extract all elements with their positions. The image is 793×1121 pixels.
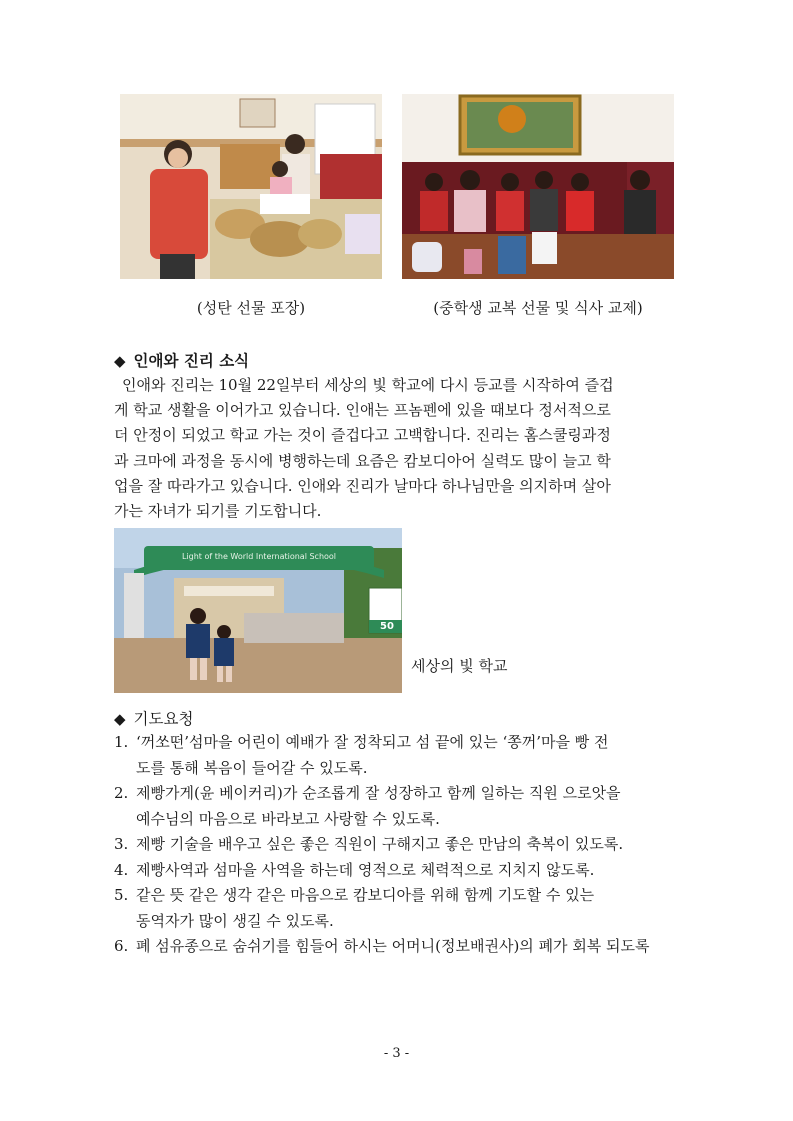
prayer-request-list xyxy=(114,730,684,960)
diamond-bullet-icon: ◆ xyxy=(114,352,126,370)
prayer-item-line: 제빵 기술을 배우고 싶은 좋은 직원이 구해지고 좋은 만남의 축복이 있도록. xyxy=(136,835,624,853)
section1-body xyxy=(114,373,682,524)
prayer-item xyxy=(114,883,684,934)
prayer-item-number: 6. xyxy=(114,937,129,955)
photo1-caption: (성탄 선물 포장) xyxy=(196,299,306,317)
prayer-item-number: 3. xyxy=(114,835,129,853)
school-photo-caption: 세상의 빛 학교 xyxy=(411,657,508,675)
prayer-item-line: 폐 섬유종으로 숨쉬기를 힘들어 하시는 어머니(정보배권사)의 폐가 회복 되도록 xyxy=(136,937,650,955)
christmas-gift-wrapping-photo xyxy=(120,94,382,279)
section1-line: 인애와 진리는 10월 22일부터 세상의 빛 학교에 다시 등교를 시작하여 즐겁 xyxy=(122,376,614,394)
prayer-item-line: ‘꺼쏘떤’섬마을 어린이 예배가 잘 정착되고 섬 끝에 있는 ‘쫑꺼’마을 빵 전 xyxy=(136,733,609,751)
section2-title xyxy=(114,707,193,729)
school-photo xyxy=(114,528,402,693)
section1-line: 과 크마에 과정을 동시에 병행하는데 요즘은 캄보디아어 실력도 많이 늘고 학 xyxy=(114,451,611,470)
prayer-item-number: 2. xyxy=(114,784,129,802)
prayer-item-number: 1. xyxy=(114,733,129,751)
section1-title-text: 인애와 진리 소식 xyxy=(133,351,250,370)
prayer-item xyxy=(114,832,684,858)
section1-title xyxy=(114,349,249,371)
prayer-item-line: 제빵가게(윤 베이커리)가 순조롭게 잘 성장하고 함께 일하는 직원 으로앗을 xyxy=(136,784,621,802)
students-meal-photo xyxy=(402,94,674,279)
prayer-item-line: 동역자가 많이 생길 수 있도록. xyxy=(136,911,334,930)
prayer-item xyxy=(114,858,684,884)
prayer-item-line: 도를 통해 복음이 들어갈 수 있도록. xyxy=(136,758,368,777)
section1-line: 더 안정이 되었고 학교 가는 것이 즐겁다고 고백합니다. 진리는 홈스쿨링과정 xyxy=(114,426,611,445)
prayer-item xyxy=(114,934,684,960)
prayer-item xyxy=(114,730,684,781)
prayer-item-number: 4. xyxy=(114,860,129,879)
diamond-bullet-icon: ◆ xyxy=(114,710,126,728)
section1-line: 업을 잘 따라가고 있습니다. 인애와 진리가 날마다 하나님만을 의지하며 살아 xyxy=(114,476,611,495)
prayer-item-line: 같은 뜻 같은 생각 같은 마음으로 캄보디아를 위해 함께 기도할 수 있는 xyxy=(136,886,595,904)
section1-line: 게 학교 생활을 이어가고 있습니다. 인애는 프놈펜에 있을 때보다 정서적으로 xyxy=(114,401,611,420)
photo2-caption: (중학생 교복 선물 및 식사 교제) xyxy=(433,299,643,317)
school-badge-number: 50 xyxy=(380,621,394,632)
section2-title-text: 기도요청 xyxy=(133,710,194,728)
prayer-item xyxy=(114,781,684,832)
page-number: - 3 - xyxy=(383,1046,410,1061)
prayer-item-line: 제빵사역과 섬마을 사역을 하는데 영적으로 체력적으로 지치지 않도록. xyxy=(136,860,595,879)
section1-line: 가는 자녀가 되기를 기도합니다. xyxy=(114,502,322,521)
prayer-item-number: 5. xyxy=(114,886,129,904)
prayer-item-line: 예수님의 마음으로 바라보고 사랑할 수 있도록. xyxy=(136,809,440,828)
school-sign-text: Light of the World International School xyxy=(181,552,337,561)
